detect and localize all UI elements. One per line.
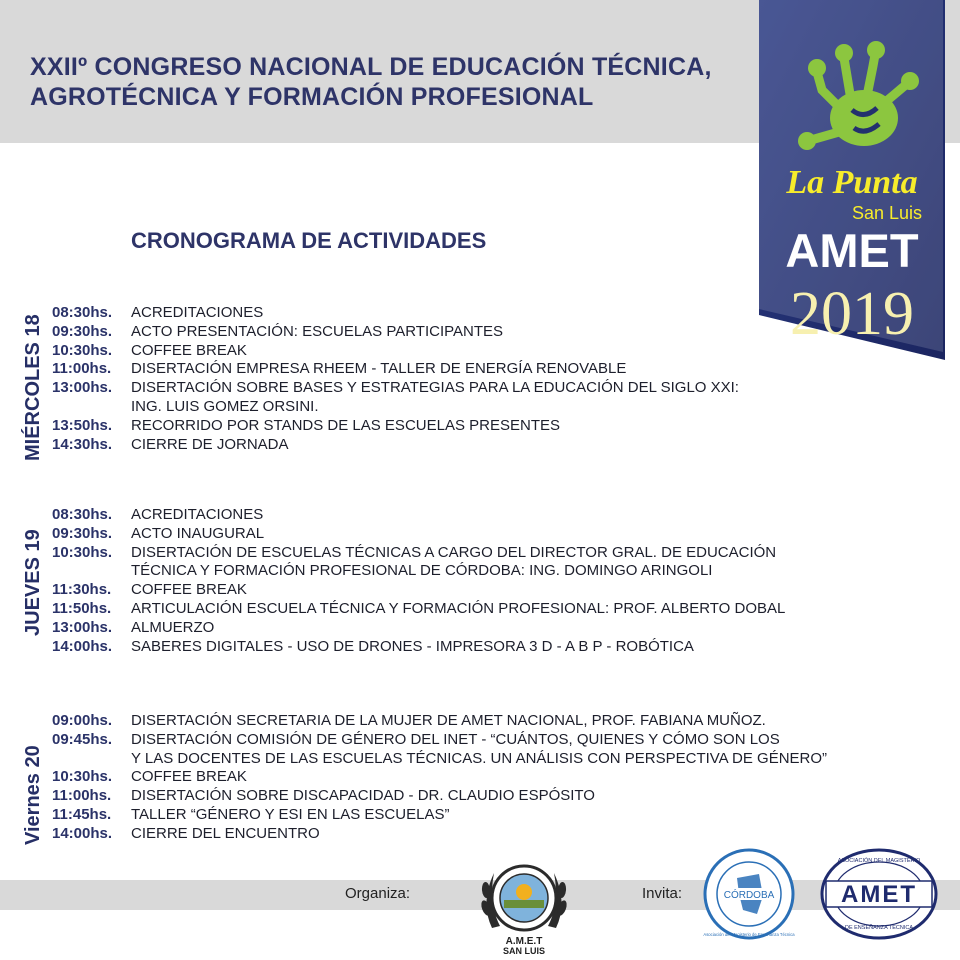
schedule-row [52,379,739,398]
activity-time [52,398,131,417]
schedule-friday [52,712,827,844]
activity-description: ACTO PRESENTACIÓN: ESCUELAS PARTICIPANTES [131,322,504,340]
schedule-row [52,825,827,844]
activity-time [52,562,131,581]
amet-2019-badge [759,0,945,360]
sun-icon [516,884,532,900]
activity-description: TALLER “GÉNERO Y ESI EN LAS ESCUELAS” [131,805,450,823]
schedule-row [52,360,739,379]
activity-time: 09:30hs. [52,322,113,340]
activity-description: ACTO INAUGURAL [131,524,265,542]
activity-description: TÉCNICA Y FORMACIÓN PROFESIONAL DE CÓRDOBA: ING. DOMINGO ARINGOLI [131,562,713,580]
activity-description: DISERTACIÓN SECRETARIA DE LA MUJER DE AMET NACIONAL, PROF. FABIANA MUÑOZ. [131,712,766,729]
schedule-row [52,417,739,436]
event-title [30,52,712,112]
activity-time: 14:00hs. [52,637,113,655]
activity-time: 09:45hs. [52,730,113,748]
activity-time: 11:00hs. [52,360,112,378]
schedule-row [52,750,827,769]
activity-description: COFFEE BREAK [131,341,247,359]
activity-description: SABERES DIGITALES - USO DE DRONES - IMPRESORA 3 D - A B P - ROBÓTICA [131,637,694,655]
activity-description: ARTICULACIÓN ESCUELA TÉCNICA Y FORMACIÓN PROFESIONAL: PROF. ALBERTO DOBAL [131,599,786,617]
activity-time: 09:30hs. [52,524,113,542]
activity-time: 10:30hs. [52,543,113,561]
schedule-row [52,712,827,731]
schedule-row [52,506,785,525]
activity-description: DISERTACIÓN SOBRE BASES Y ESTRATEGIAS PARA LA EDUCACIÓN DEL SIGLO XXI: [131,379,739,397]
amet-san-luis-logo-text: A.M.E.T [505,936,543,947]
activity-description: DISERTACIÓN EMPRESA RHEEM - TALLER DE ENERGÍA RENOVABLE [131,360,627,378]
badge-place-text: San Luis [851,203,923,223]
schedule-wednesday [52,304,739,454]
event-title-line-1: XXIIº CONGRESO NACIONAL DE EDUCACIÓN TÉCNICA, [30,53,712,81]
activity-description: DISERTACIÓN COMISIÓN DE GÉNERO DEL INET - “CUÁNTOS, QUIENES Y CÓMO SON LOS [131,730,780,748]
activity-time: 11:50hs. [52,599,112,617]
activity-time: 13:00hs. [52,618,113,636]
schedule-row [52,525,785,544]
schedule-row [52,342,739,361]
activity-description: Y LAS DOCENTES DE LAS ESCUELAS TÉCNICAS. UN ANÁLISIS CON PERSPECTIVA DE GÉNERO” [131,749,828,767]
activity-time: 13:50hs. [52,416,113,434]
schedule-row [52,304,739,323]
amet-san-luis-logo-subtext: SAN LUIS [502,946,546,956]
schedule-row [52,562,785,581]
activity-description: RECORRIDO POR STANDS DE LAS ESCUELAS PRESENTES [131,416,560,434]
schedule-row [52,323,739,342]
activity-time: 13:00hs. [52,379,113,397]
schedule-row [52,731,827,750]
activity-description: COFFEE BREAK [131,581,247,599]
schedule-row [52,768,827,787]
activity-description: ALMUERZO [131,618,215,636]
schedule-title: CRONOGRAMA DE ACTIVIDADES [131,228,487,253]
cordoba-logo-center-text: CÓRDOBA [723,890,775,901]
schedule-row [52,638,785,657]
event-title-line-2: AGROTÉCNICA Y FORMACIÓN PROFESIONAL [30,83,594,111]
activity-description: CIERRE DE JORNADA [131,435,289,453]
activity-description: DISERTACIÓN SOBRE DISCAPACIDAD - DR. CLAUDIO ESPÓSITO [131,787,595,805]
badge-org-text: AMET [785,224,919,277]
schedule-row [52,806,827,825]
activity-time: 10:30hs. [52,341,113,359]
amet-san-luis-logo [474,848,574,956]
schedule-row [52,581,785,600]
invita-label: Invita: [642,885,683,902]
day-label-friday: Viernes 20 [22,745,44,845]
schedule-row [52,398,739,417]
activity-description: COFFEE BREAK [131,768,247,786]
day-label-wednesday: MIÉRCOLES 18 [22,314,44,461]
activity-time: 11:45hs. [52,805,112,823]
activity-description: ING. LUIS GOMEZ ORSINI. [131,397,319,415]
activity-description: ACREDITACIONES [131,304,264,321]
amet-national-logo [820,848,938,940]
schedule-thursday [52,506,785,656]
badge-script-text: La Punta [786,164,918,201]
activity-description: ACREDITACIONES [131,506,264,523]
activity-time: 14:00hs. [52,824,113,842]
schedule-row [52,544,785,563]
schedule-row [52,600,785,619]
activity-time: 11:00hs. [52,787,112,805]
amet-logo-ring-bottom-text: DE ENSEÑANZA TÉCNICA [844,925,914,931]
amet-cordoba-logo [703,848,795,940]
schedule-row [52,787,827,806]
activity-description: DISERTACIÓN DE ESCUELAS TÉCNICAS A CARGO DEL DIRECTOR GRAL. DE EDUCACIÓN [131,543,777,561]
activity-time: 08:30hs. [52,304,113,321]
activity-time: 10:30hs. [52,768,113,786]
cordoba-logo-ring-text: Asociación del Magisterio de Enseñanza Técnica [703,932,795,937]
activity-time: 11:30hs. [52,581,112,599]
activity-description: CIERRE DEL ENCUENTRO [131,824,320,842]
activity-time: 09:00hs. [52,712,113,729]
amet-logo-text: AMET [841,881,917,908]
organiza-label: Organiza: [345,885,411,902]
badge-year-text: 2019 [790,280,914,348]
amet-logo-ring-top-text: ASOCIACIÓN DEL MAGISTERIO [837,858,921,864]
schedule-row [52,436,739,455]
day-label-thursday: JUEVES 19 [22,529,44,636]
activity-time: 08:30hs. [52,506,113,523]
activity-time: 14:30hs. [52,435,113,453]
schedule-row [52,619,785,638]
activity-time [52,750,131,769]
